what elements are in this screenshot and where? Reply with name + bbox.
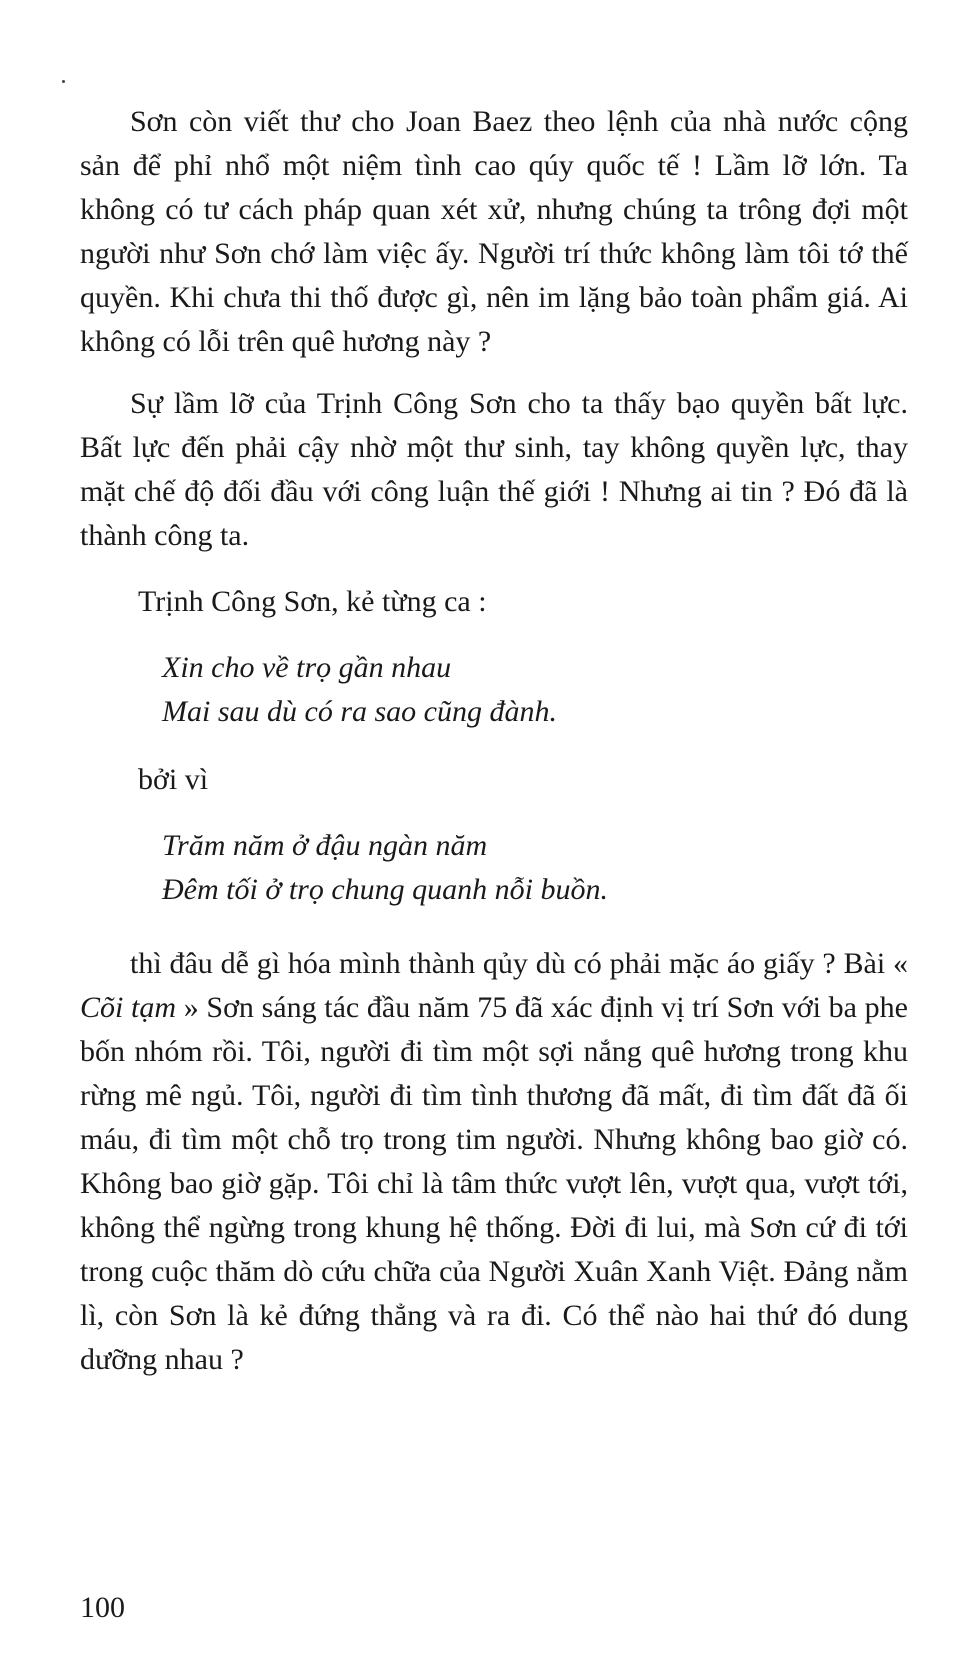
paragraph-coi-tam-start: thì đâu dễ gì hóa mình thành qủy dù có phải mặc áo giấy ? Bài « xyxy=(130,947,908,980)
body-text xyxy=(80,100,908,1400)
intro-line: Trịnh Công Sơn, kẻ từng ca : xyxy=(138,585,487,618)
scan-speck xyxy=(62,80,65,83)
verse-two-line-2: Đêm tối ở trọ chung quanh nỗi buồn. xyxy=(162,873,608,906)
verse-one xyxy=(162,646,908,734)
verse-one-line-1: Xin cho về trọ gần nhau xyxy=(162,651,452,684)
verse-one-line-2: Mai sau dù có ra sao cũng đành. xyxy=(162,695,557,728)
verse-two-line-1: Trăm năm ở đậu ngàn năm xyxy=(162,829,488,862)
paragraph-coi-tam xyxy=(80,942,908,1382)
verse-two xyxy=(162,824,908,912)
paragraph-coi-tam-rest: » Sơn sáng tác đầu năm 75 đã xác định vị trí Sơn với ba phe bốn nhóm rồi. Tôi, người đi tìm một sợi nắng quê hương trong khu rừng mê ngủ. Tôi, người đi tìm tình thương đã mất, đi tìm đất đã ối máu, đi tìm một chỗ trọ trong tim người. Nhưng không bao giờ có. Không bao giờ gặp. Tôi chỉ là tâm thức vượt lên, vượt qua, vượt tới, không thể ngừng trong khung hệ thống. Đời đi lui, mà Sơn cứ đi tới trong cuộc thăm dò cứu chữa của Người Xuân Xanh Việt. Đảng nằm lì, còn Sơn là kẻ đứng thẳng và ra đi. Có thể nào hai thứ đó dung dưỡng nhau ? xyxy=(80,991,908,1376)
because-line: bởi vì xyxy=(138,763,209,796)
paragraph-joan-baez: Sơn còn viết thư cho Joan Baez theo lệnh của nhà nước cộng sản để phỉ nhổ một niệm tình cao qúy quốc tế ! Lầm lỡ lớn. Ta không có tư cách pháp quan xét xử, nhưng chúng ta trông đợi một người như Sơn chớ làm việc ấy. Người trí thức không làm tôi tớ thế quyền. Khi chưa thi thố được gì, nên im lặng bảo toàn phẩm giá. Ai không có lỗi trên quê hương này ? xyxy=(80,105,908,358)
paragraph-powerless-regime: Sự lầm lỡ của Trịnh Công Sơn cho ta thấy bạo quyền bất lực. Bất lực đến phải cậy nhờ một thư sinh, tay không quyền lực, thay mặt chế độ đối đầu với công luận thế giới ! Nhưng ai tin ? Đó đã là thành công ta. xyxy=(80,387,908,552)
page-number: 100 xyxy=(80,1591,125,1624)
song-title: Cõi tạm xyxy=(80,991,177,1024)
